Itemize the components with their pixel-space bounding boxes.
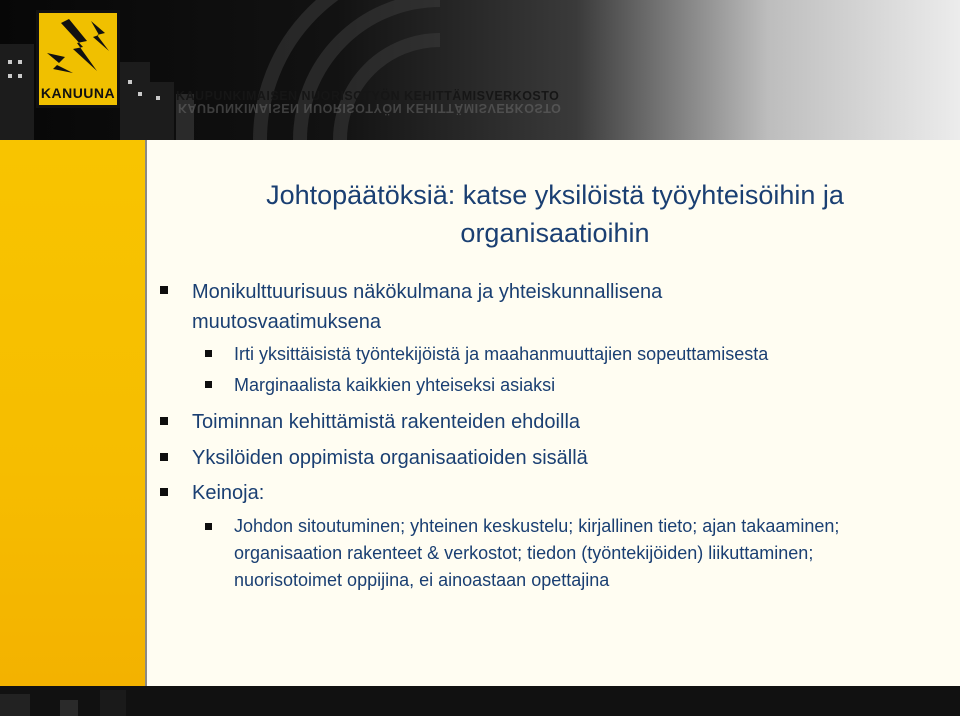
bullet-item: Yksilöiden oppimista organisaatioiden sisällä (192, 447, 588, 469)
slide-title: Johtopäätöksiä: katse yksilöistä työyhteisöihin ja organisaatioihin (266, 180, 844, 248)
organization-name-reflection: KAUPUNKIMAISEN NUORISOTYÖN KEHITTÄMISVERKOSTO (178, 101, 562, 115)
header-banner (0, 0, 960, 140)
sub-bullet-item: Irti yksittäisistä työntekijöistä ja maahanmuuttajien sopeuttamisesta (234, 344, 769, 364)
bullet-square-icon (205, 523, 212, 530)
footer-band (0, 686, 960, 716)
sub-bullet-item: Marginaalista kaikkien yhteiseksi asiaksi (234, 375, 556, 395)
bullet-square-icon (160, 453, 168, 461)
organization-name: KAUPUNKIMAISEN NUORISOTYÖN KEHITTÄMISVERKOSTO (176, 89, 560, 103)
kanuuna-logo (36, 10, 120, 108)
bullet-square-icon (160, 417, 168, 425)
left-color-band (0, 140, 145, 686)
logo-text: KANUUNA (40, 85, 116, 101)
sub-bullet-item: Johdon sitoutuminen; yhteinen keskustelu; kirjallinen tieto; ajan takaaminen; organisaation rakenteet & verkostot; tiedon (työntekijöiden) liikuttaminen; nuorisotoimet oppijina, ei ainoastaan opettajina (234, 516, 840, 590)
bullet-square-icon (205, 381, 212, 388)
band-divider (145, 140, 147, 686)
bullet-square-icon (160, 286, 168, 294)
bullet-square-icon (205, 350, 212, 357)
bullet-item: Keinoja: (192, 482, 265, 504)
bullet-item: Monikulttuurisuus näkökulmana ja yhteiskunnallisena muutosvaatimuksena (192, 281, 663, 333)
bullet-item: Toiminnan kehittämistä rakenteiden ehdoilla (192, 411, 581, 433)
bullet-square-icon (160, 488, 168, 496)
